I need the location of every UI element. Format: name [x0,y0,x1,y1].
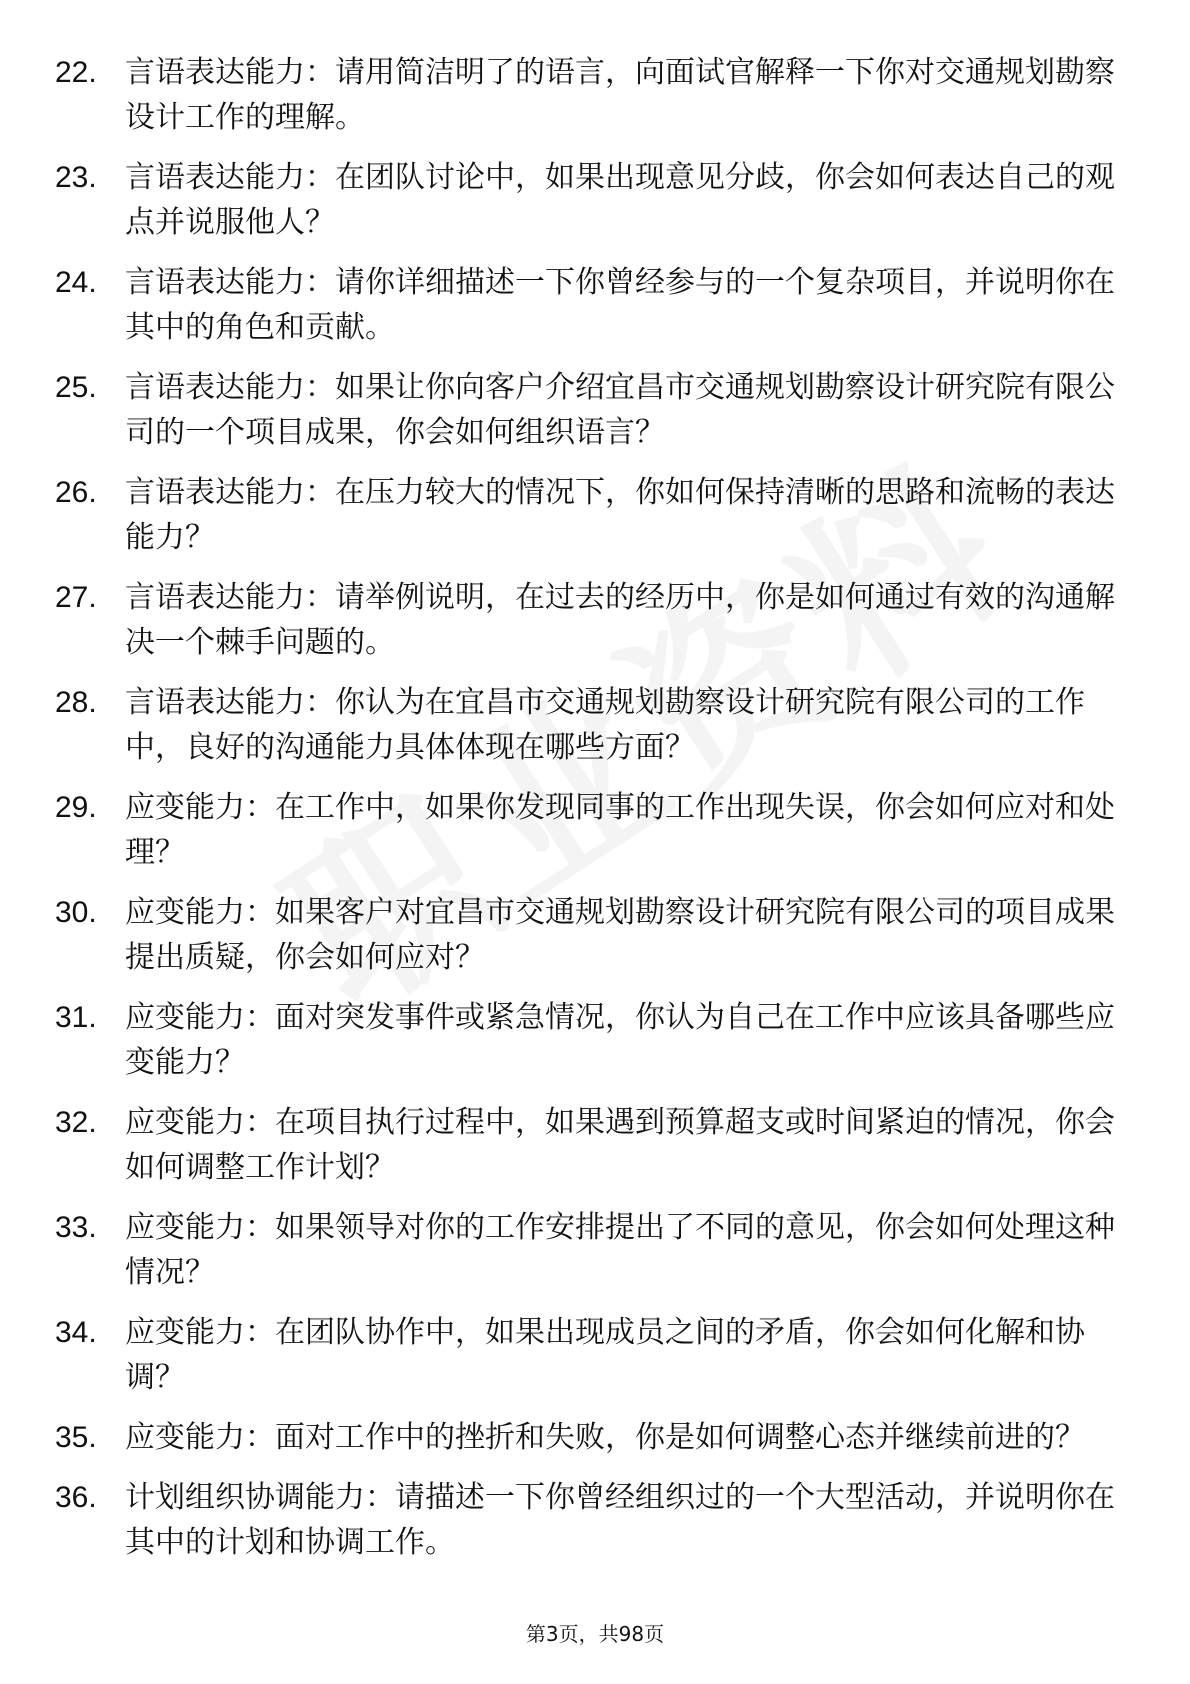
list-item [55,1100,1135,1190]
question-number: 32. [55,1106,97,1139]
list-item [55,575,1135,665]
question-number: 26. [55,476,97,509]
question-text: 言语表达能力：在压力较大的情况下，你如何保持清晰的思路和流畅的表达能力？ [125,475,1115,555]
question-number: 29. [55,791,97,824]
list-item [55,1205,1135,1295]
question-number: 25. [55,371,97,404]
question-text: 言语表达能力：你认为在宜昌市交通规划勘察设计研究院有限公司的工作中，良好的沟通能力具体体现在哪些方面？ [125,685,1085,765]
list-item [55,1310,1135,1400]
question-number: 33. [55,1211,97,1244]
question-text: 计划组织协调能力：请描述一下你曾经组织过的一个大型活动，并说明你在其中的计划和协调工作。 [125,1480,1115,1560]
question-text: 言语表达能力：如果让你向客户介绍宜昌市交通规划勘察设计研究院有限公司的一个项目成果，你会如何组织语言？ [125,370,1115,450]
question-number: 28. [55,686,97,719]
question-text: 言语表达能力：在团队讨论中，如果出现意见分歧，你会如何表达自己的观点并说服他人？ [125,160,1115,240]
list-item [55,1415,1135,1460]
list-item [55,470,1135,560]
question-number: 34. [55,1316,97,1349]
question-text: 应变能力：如果客户对宜昌市交通规划勘察设计研究院有限公司的项目成果提出质疑，你会如何应对？ [125,895,1115,975]
list-item [55,680,1135,770]
question-text: 应变能力：如果领导对你的工作安排提出了不同的意见，你会如何处理这种情况？ [125,1210,1115,1290]
question-number: 36. [55,1481,97,1514]
question-text: 言语表达能力：请你详细描述一下你曾经参与的一个复杂项目，并说明你在其中的角色和贡献。 [125,265,1115,345]
question-number: 31. [55,1001,97,1034]
list-item [55,890,1135,980]
list-item [55,155,1135,245]
question-text: 应变能力：在团队协作中，如果出现成员之间的矛盾，你会如何化解和协调？ [125,1315,1085,1395]
list-item [55,260,1135,350]
list-item [55,365,1135,455]
list-item [55,1475,1135,1565]
question-text: 应变能力：面对工作中的挫折和失败，你是如何调整心态并继续前进的？ [125,1420,1085,1455]
list-item [55,50,1135,140]
question-text: 应变能力：面对突发事件或紧急情况，你认为自己在工作中应该具备哪些应变能力？ [125,1000,1115,1080]
question-text: 言语表达能力：请用简洁明了的语言，向面试官解释一下你对交通规划勘察设计工作的理解。 [125,55,1115,135]
question-number: 22. [55,56,97,89]
question-number: 24. [55,266,97,299]
list-item [55,785,1135,875]
question-text: 应变能力：在项目执行过程中，如果遇到预算超支或时间紧迫的情况，你会如何调整工作计划？ [125,1105,1115,1185]
question-text: 应变能力：在工作中，如果你发现同事的工作出现失误，你会如何应对和处理？ [125,790,1115,870]
question-number: 23. [55,161,97,194]
question-text: 言语表达能力：请举例说明，在过去的经历中，你是如何通过有效的沟通解决一个棘手问题的。 [125,580,1115,660]
page-number-footer: 第3页，共98页 [525,1622,665,1646]
question-number: 27. [55,581,97,614]
question-number: 30. [55,896,97,929]
list-item [55,995,1135,1085]
question-list [55,50,1135,1580]
question-number: 35. [55,1421,97,1454]
